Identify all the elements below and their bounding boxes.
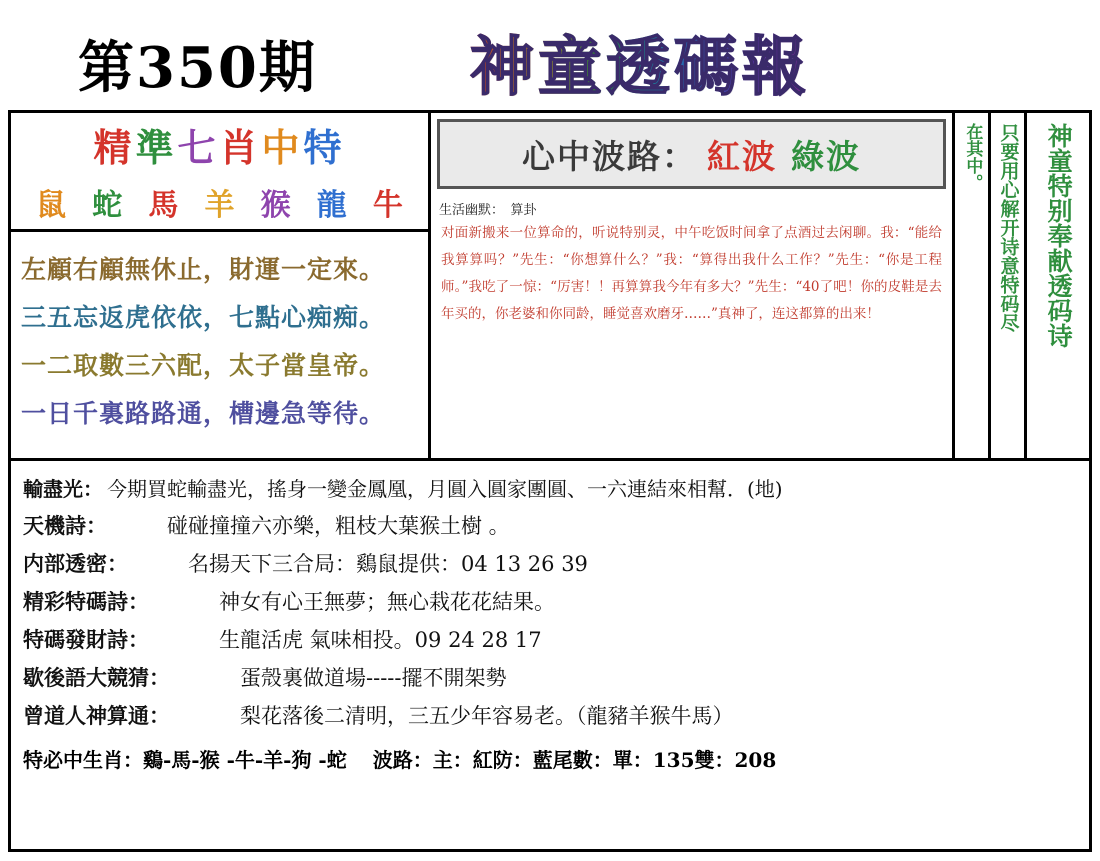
vertical-column-3 [1027,113,1089,458]
row-label: 輸盡光： [23,477,103,501]
title-char-3: 七 [177,124,220,170]
wave-red: 紅波 [707,136,777,176]
title-char-4: 肖 [219,124,262,170]
list-item [23,586,1077,616]
row-label: 天機詩： [23,513,107,538]
header [0,0,1100,108]
zodiac-list [11,175,428,229]
seven-zodiac-title [11,113,428,175]
left-panel [11,113,431,458]
list-item [23,473,1077,502]
upper-section [11,113,1089,461]
row-value: 神女有心王無夢；無心栽花花結果。 [219,590,555,614]
joke-label: 生活幽默： 算卦 [439,203,537,218]
title-char-1: 精 [93,124,136,170]
title-char-2: 準 [135,124,178,170]
zodiac-item: 蛇 [92,188,123,223]
vertical-text-3: 神童特别奉献透码诗 [1044,123,1074,348]
row-label: 特碼發財詩： [23,627,149,652]
row-value: 碰碰撞撞六亦樂，粗枝大葉猴土樹 。 [167,514,510,538]
joke-body: 对面新搬来一位算命的，听说特别灵，中午吃饭时间拿了点酒过去闲聊。我：“能给我算算吗？”先生：“你想算什么？”我：“算得出我什么工作？”先生：“你是工程师。”我吃了一惊：“厉害！！再算算我今年有多大？”先生：“40了吧！你的皮鞋是去年买的，你老婆和你同龄，睡觉喜欢磨牙……”真神了，连这都算的出来！ [441,225,942,322]
title-char-6: 特 [303,124,346,170]
poem-line: 一二取數三六配，太子當皇帝。 [21,351,386,380]
zodiac-item: 鼠 [36,188,67,223]
row-value: 今期買蛇輸盡光，搖身一變金鳳凰，月圓入圓家團圓、一六連結來相幫．(地) [107,477,783,501]
vertical-column-2 [991,113,1027,458]
wave-label: 心中波路： [522,136,697,176]
lower-section [11,461,1089,849]
footer-wave-label: 波路： [372,748,433,772]
zodiac-item: 猴 [260,188,291,223]
footer-zodiac-label: 特必中生肖： [23,748,143,772]
zodiac-item: 馬 [148,188,179,223]
content-frame [8,110,1092,852]
wave-route-title [437,119,946,189]
footer-zodiac-value: 鷄-馬-猴 -牛-羊-狗 -蛇 [143,748,347,772]
zodiac-item: 羊 [204,188,235,223]
vertical-text-2: 只要用心解开诗意特码尽 [997,123,1020,332]
title-char-5: 中 [261,124,304,170]
row-value: 梨花落後二清明，三五少年容易老。（龍豬羊猴牛馬） [240,704,734,728]
list-item [23,662,1077,692]
footer-summary [23,744,1077,773]
wave-green: 綠波 [791,136,861,176]
footer-tail-label: 尾數： [552,748,613,772]
row-label: 曾道人神算通： [23,703,170,728]
vertical-column-1 [955,113,991,458]
list-item [23,510,1077,540]
list-item [23,700,1077,730]
masthead-title: 神童透碼報 [470,16,810,108]
footer-tail-value: 單：135雙：208 [612,748,777,772]
issue-number: 第350期 [78,35,317,101]
middle-panel [431,113,955,458]
row-value: 生龍活虎 氣味相投。09 24 28 17 [219,628,542,652]
row-label: 精彩特碼詩： [23,589,149,614]
row-value: 名揚天下三合局：鷄鼠提供：04 13 26 39 [188,552,588,576]
zodiac-item: 龍 [316,188,347,223]
row-label: 歇後語大競猜： [23,665,170,690]
zodiac-item: 牛 [372,188,403,223]
vertical-text-1: 在其中。 [962,123,983,191]
footer-wave-value: 主：紅防：藍 [432,748,553,772]
row-label: 内部透密： [23,551,128,576]
list-item [23,624,1077,654]
poem-line: 左顧右顧無休止，財運一定來。 [21,255,386,284]
poem-line: 一日千裏路路通，槽邊急等待。 [21,399,386,428]
poem-line: 三五忘返虎依依，七點心痴痴。 [21,303,386,332]
poem-box [11,229,428,458]
row-value: 蛋殼裏做道場-----擺不開架勢 [240,666,507,690]
list-item [23,548,1077,578]
